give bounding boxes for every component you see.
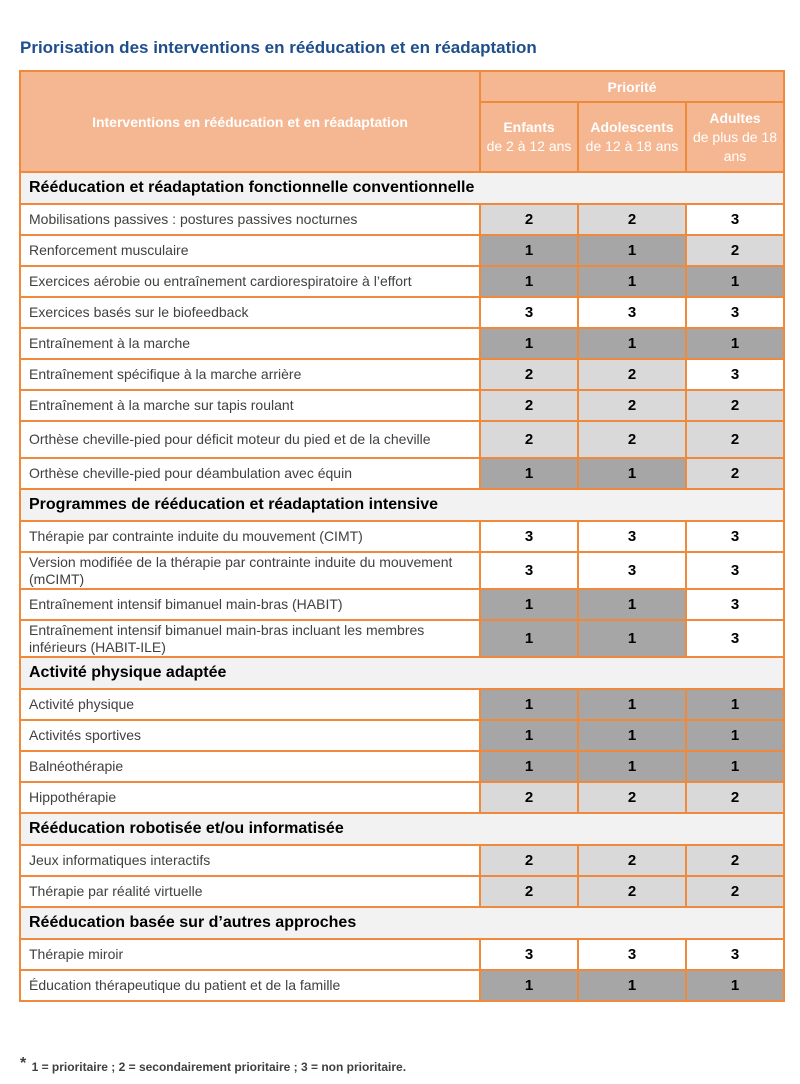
priority-cell: 3 — [686, 204, 784, 235]
column-header-adolescents — [578, 102, 686, 172]
section-row — [20, 907, 784, 939]
intervention-label: Activités sportives — [20, 720, 480, 751]
priority-cell: 3 — [480, 521, 578, 552]
intervention-label: Activité physique — [20, 689, 480, 720]
intervention-label: Exercices aérobie ou entraînement cardiorespiratoire à l’effort — [20, 266, 480, 297]
priority-cell: 1 — [578, 328, 686, 359]
table-row — [20, 689, 784, 720]
priority-cell: 1 — [686, 970, 784, 1001]
intervention-label: Balnéothérapie — [20, 751, 480, 782]
priority-cell: 2 — [578, 359, 686, 390]
intervention-label: Renforcement musculaire — [20, 235, 480, 266]
table-row — [20, 421, 784, 458]
priority-cell: 2 — [480, 421, 578, 458]
table-row — [20, 521, 784, 552]
section-row — [20, 657, 784, 689]
intervention-label: Orthèse cheville-pied pour déficit moteur du pied et de la cheville — [20, 421, 480, 458]
priority-cell: 3 — [686, 297, 784, 328]
priority-cell: 1 — [578, 620, 686, 657]
section-title: Rééducation robotisée et/ou informatisée — [20, 813, 784, 845]
priority-cell: 1 — [480, 620, 578, 657]
priority-cell: 2 — [578, 876, 686, 907]
section-title: Rééducation basée sur d’autres approches — [20, 907, 784, 939]
priority-cell: 1 — [480, 970, 578, 1001]
table-row — [20, 458, 784, 489]
priority-cell: 2 — [578, 204, 686, 235]
priority-cell: 3 — [578, 552, 686, 589]
priority-cell: 2 — [480, 782, 578, 813]
column-name: Enfants — [503, 119, 555, 135]
table-row — [20, 359, 784, 390]
table-row — [20, 235, 784, 266]
priority-cell: 1 — [480, 458, 578, 489]
priority-cell: 1 — [578, 458, 686, 489]
table-row — [20, 297, 784, 328]
column-header-adultes — [686, 102, 784, 172]
priority-cell: 1 — [480, 328, 578, 359]
priority-cell: 2 — [686, 782, 784, 813]
intervention-label: Éducation thérapeutique du patient et de la famille — [20, 970, 480, 1001]
section-row — [20, 489, 784, 521]
priority-cell: 2 — [578, 782, 686, 813]
priority-cell: 3 — [578, 297, 686, 328]
intervention-label: Entraînement intensif bimanuel main-bras incluant les membres inférieurs (HABIT-ILE) — [20, 620, 480, 657]
priority-cell: 1 — [480, 751, 578, 782]
priority-cell: 1 — [686, 266, 784, 297]
table-row — [20, 876, 784, 907]
table-row — [20, 970, 784, 1001]
priority-cell: 2 — [578, 390, 686, 421]
priority-cell: 1 — [686, 720, 784, 751]
table-row — [20, 720, 784, 751]
intervention-label: Thérapie par réalité virtuelle — [20, 876, 480, 907]
priority-cell: 1 — [480, 235, 578, 266]
priority-cell: 2 — [480, 359, 578, 390]
table-row — [20, 845, 784, 876]
priority-cell: 1 — [578, 720, 686, 751]
intervention-label: Exercices basés sur le biofeedback — [20, 297, 480, 328]
priority-cell: 2 — [480, 204, 578, 235]
table-row — [20, 266, 784, 297]
priority-cell: 1 — [578, 589, 686, 620]
priority-cell: 1 — [578, 235, 686, 266]
priority-cell: 2 — [480, 390, 578, 421]
column-name: Adolescents — [590, 119, 674, 135]
intervention-label: Entraînement à la marche sur tapis roulant — [20, 390, 480, 421]
priority-cell: 1 — [686, 689, 784, 720]
intervention-label: Version modifiée de la thérapie par contrainte induite du mouvement (mCIMT) — [20, 552, 480, 589]
table-row — [20, 204, 784, 235]
intervention-label: Jeux informatiques interactifs — [20, 845, 480, 876]
column-name: Adultes — [709, 109, 761, 126]
priority-cell: 2 — [686, 421, 784, 458]
priority-table — [19, 70, 785, 1002]
priority-cell: 2 — [686, 235, 784, 266]
intervention-label: Entraînement intensif bimanuel main-bras (HABIT) — [20, 589, 480, 620]
intervention-label: Thérapie miroir — [20, 939, 480, 970]
interventions-header: Interventions en rééducation et en réadaptation — [20, 71, 480, 172]
priority-cell: 2 — [578, 845, 686, 876]
priority-cell: 3 — [686, 359, 784, 390]
intervention-label: Entraînement à la marche — [20, 328, 480, 359]
table-row — [20, 390, 784, 421]
priority-cell: 3 — [686, 939, 784, 970]
section-title: Rééducation et réadaptation fonctionnelle conventionnelle — [20, 172, 784, 204]
priority-cell: 3 — [686, 589, 784, 620]
priority-cell: 2 — [578, 421, 686, 458]
table-row — [20, 939, 784, 970]
intervention-label: Thérapie par contrainte induite du mouvement (CIMT) — [20, 521, 480, 552]
table-row — [20, 589, 784, 620]
priority-cell: 1 — [480, 266, 578, 297]
priority-cell: 3 — [686, 521, 784, 552]
priority-cell: 3 — [578, 939, 686, 970]
table-row — [20, 552, 784, 589]
priority-cell: 3 — [480, 552, 578, 589]
section-row — [20, 172, 784, 204]
priority-cell: 1 — [480, 589, 578, 620]
table-row — [20, 328, 784, 359]
column-header-enfants — [480, 102, 578, 172]
column-subtitle: de 2 à 12 ans — [486, 138, 572, 154]
intervention-label: Entraînement spécifique à la marche arrière — [20, 359, 480, 390]
footnote-text: 1 = prioritaire ; 2 = secondairement prioritaire ; 3 = non prioritaire. — [31, 1060, 407, 1074]
section-row — [20, 813, 784, 845]
priority-cell: 3 — [480, 297, 578, 328]
priority-cell: 1 — [578, 689, 686, 720]
priority-cell: 1 — [578, 266, 686, 297]
priority-cell: 2 — [686, 458, 784, 489]
footnote — [20, 1055, 407, 1076]
table-row — [20, 620, 784, 657]
intervention-label: Mobilisations passives : postures passives nocturnes — [20, 204, 480, 235]
intervention-label: Orthèse cheville-pied pour déambulation avec équin — [20, 458, 480, 489]
table-body — [20, 172, 784, 1001]
priority-cell: 1 — [578, 970, 686, 1001]
table-row — [20, 751, 784, 782]
column-subtitle: de plus de 18 ans — [692, 128, 778, 164]
priority-cell: 1 — [686, 751, 784, 782]
section-title: Programmes de rééducation et réadaptation intensive — [20, 489, 784, 521]
priority-cell: 2 — [686, 845, 784, 876]
intervention-label: Hippothérapie — [20, 782, 480, 813]
priority-cell: 3 — [686, 620, 784, 657]
priority-cell: 3 — [578, 521, 686, 552]
column-subtitle: de 12 à 18 ans — [585, 138, 679, 154]
priority-cell: 2 — [686, 876, 784, 907]
page-title: Priorisation des interventions en rééducation et en réadaptation — [20, 38, 537, 57]
priority-cell: 2 — [686, 390, 784, 421]
priority-cell: 3 — [480, 939, 578, 970]
priority-header: Priorité — [480, 71, 784, 102]
priority-cell: 2 — [480, 845, 578, 876]
priority-cell: 3 — [686, 552, 784, 589]
section-title: Activité physique adaptée — [20, 657, 784, 689]
priority-cell: 2 — [480, 876, 578, 907]
priority-cell: 1 — [480, 720, 578, 751]
table-row — [20, 782, 784, 813]
priority-cell: 1 — [578, 751, 686, 782]
priority-cell: 1 — [480, 689, 578, 720]
priority-cell: 1 — [686, 328, 784, 359]
table-header — [20, 71, 784, 172]
footnote-star: * — [20, 1055, 27, 1072]
